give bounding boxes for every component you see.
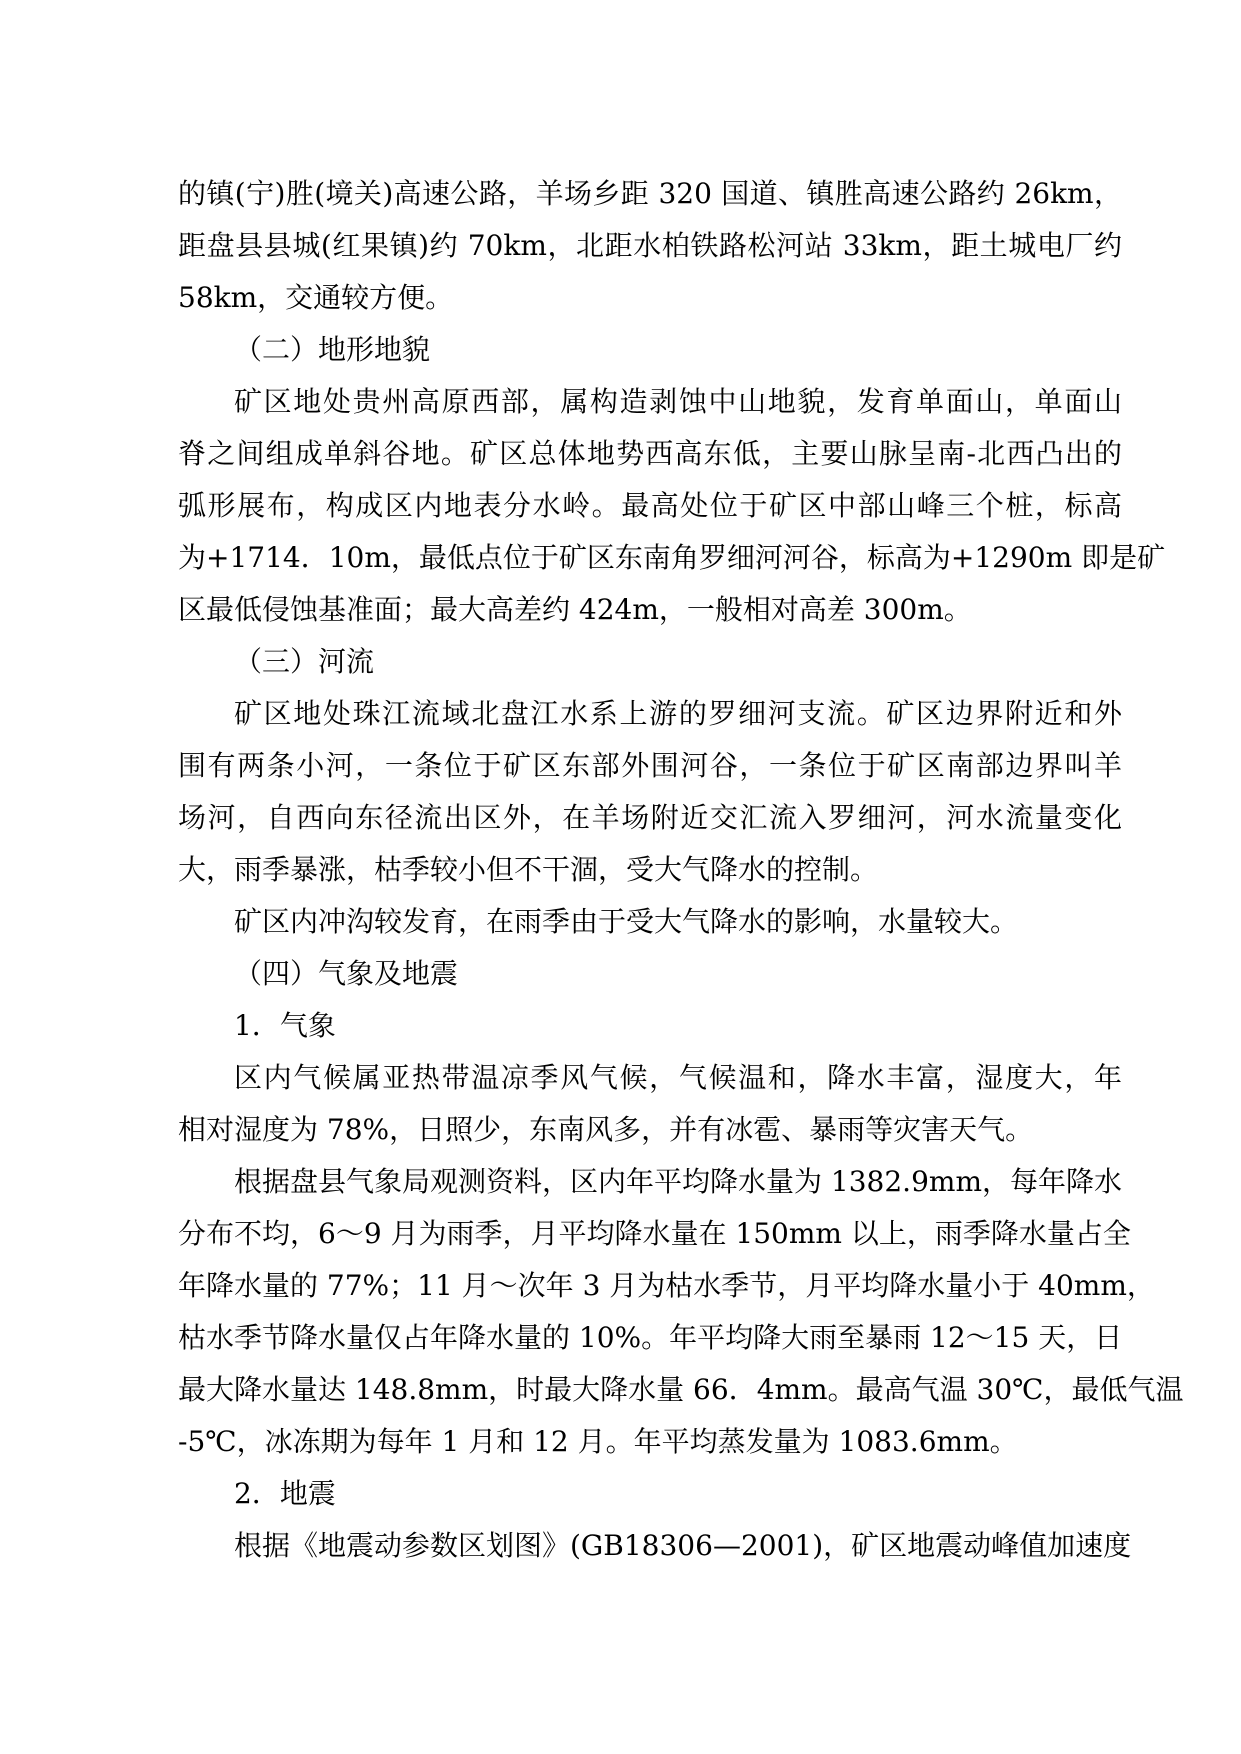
text-line: 为+1714．10m，最低点位于矿区东南角罗细河河谷，标高为+1290m 即是矿 xyxy=(178,541,1166,574)
text-line: 相对湿度为 78%，日照少，东南风多，并有冰雹、暴雨等灾害天气。 xyxy=(178,1113,1034,1146)
text-line: 矿区内冲沟较发育，在雨季由于受大气降水的影响，水量较大。 xyxy=(234,905,1019,938)
text-line: 矿区地处贵州高原西部，属构造剥蚀中山地貌，发育单面山，单面山 xyxy=(234,385,1122,418)
text-line: 的镇(宁)胜(境关)高速公路，羊场乡距 320 国道、镇胜高速公路约 26km， xyxy=(178,177,1122,210)
text-line: 弧形展布，构成区内地表分水岭。最高处位于矿区中部山峰三个桩，标高 xyxy=(178,489,1122,522)
section-heading: （四）气象及地震 xyxy=(234,957,459,990)
text-line: 枯水季节降水量仅占年降水量的 10%。年平均降大雨至暴雨 12～15 天，日 xyxy=(178,1321,1123,1354)
text-line: 脊之间组成单斜谷地。矿区总体地势西高东低，主要山脉呈南-北西凸出的 xyxy=(178,437,1122,470)
text-line: 根据盘县气象局观测资料，区内年平均降水量为 1382.9mm，每年降水 xyxy=(234,1165,1122,1198)
text-line: 区最低侵蚀基准面；最大高差约 424m，一般相对高差 300m。 xyxy=(178,593,972,626)
text-line: 围有两条小河，一条位于矿区东部外围河谷，一条位于矿区南部边界叫羊 xyxy=(178,749,1122,782)
section-heading: （三）河流 xyxy=(234,645,375,678)
text-line: 58km，交通较方便。 xyxy=(178,281,454,314)
subsection-heading: 2．地震 xyxy=(234,1477,336,1510)
text-line: 最大降水量达 148.8mm，时最大降水量 66．4mm。最高气温 30℃，最低气温 xyxy=(178,1373,1184,1406)
text-line: 场河，自西向东径流出区外，在羊场附近交汇流入罗细河，河水流量变化 xyxy=(178,801,1122,834)
text-line: -5℃，冰冻期为每年 1 月和 12 月。年平均蒸发量为 1083.6mm。 xyxy=(178,1425,1018,1458)
section-heading: （二）地形地貌 xyxy=(234,333,431,366)
subsection-heading: 1．气象 xyxy=(234,1009,336,1042)
text-line: 区内气候属亚热带温凉季风气候，气候温和，降水丰富，湿度大，年 xyxy=(234,1061,1122,1094)
text-line: 年降水量的 77%；11 月～次年 3 月为枯水季节，月平均降水量小于 40mm， xyxy=(178,1269,1155,1302)
text-line: 大，雨季暴涨，枯季较小但不干涸，受大气降水的控制。 xyxy=(178,853,879,886)
text-line: 分布不均，6～9 月为雨季，月平均降水量在 150mm 以上，雨季降水量占全 xyxy=(178,1217,1131,1250)
text-line: 距盘县县城(红果镇)约 70km，北距水柏铁路松河站 33km，距土城电厂约 xyxy=(178,229,1122,262)
text-line: 矿区地处珠江流域北盘江水系上游的罗细河支流。矿区边界附近和外 xyxy=(234,697,1122,730)
text-line: 根据《地震动参数区划图》(GB18306—2001)，矿区地震动峰值加速度 xyxy=(234,1529,1132,1562)
